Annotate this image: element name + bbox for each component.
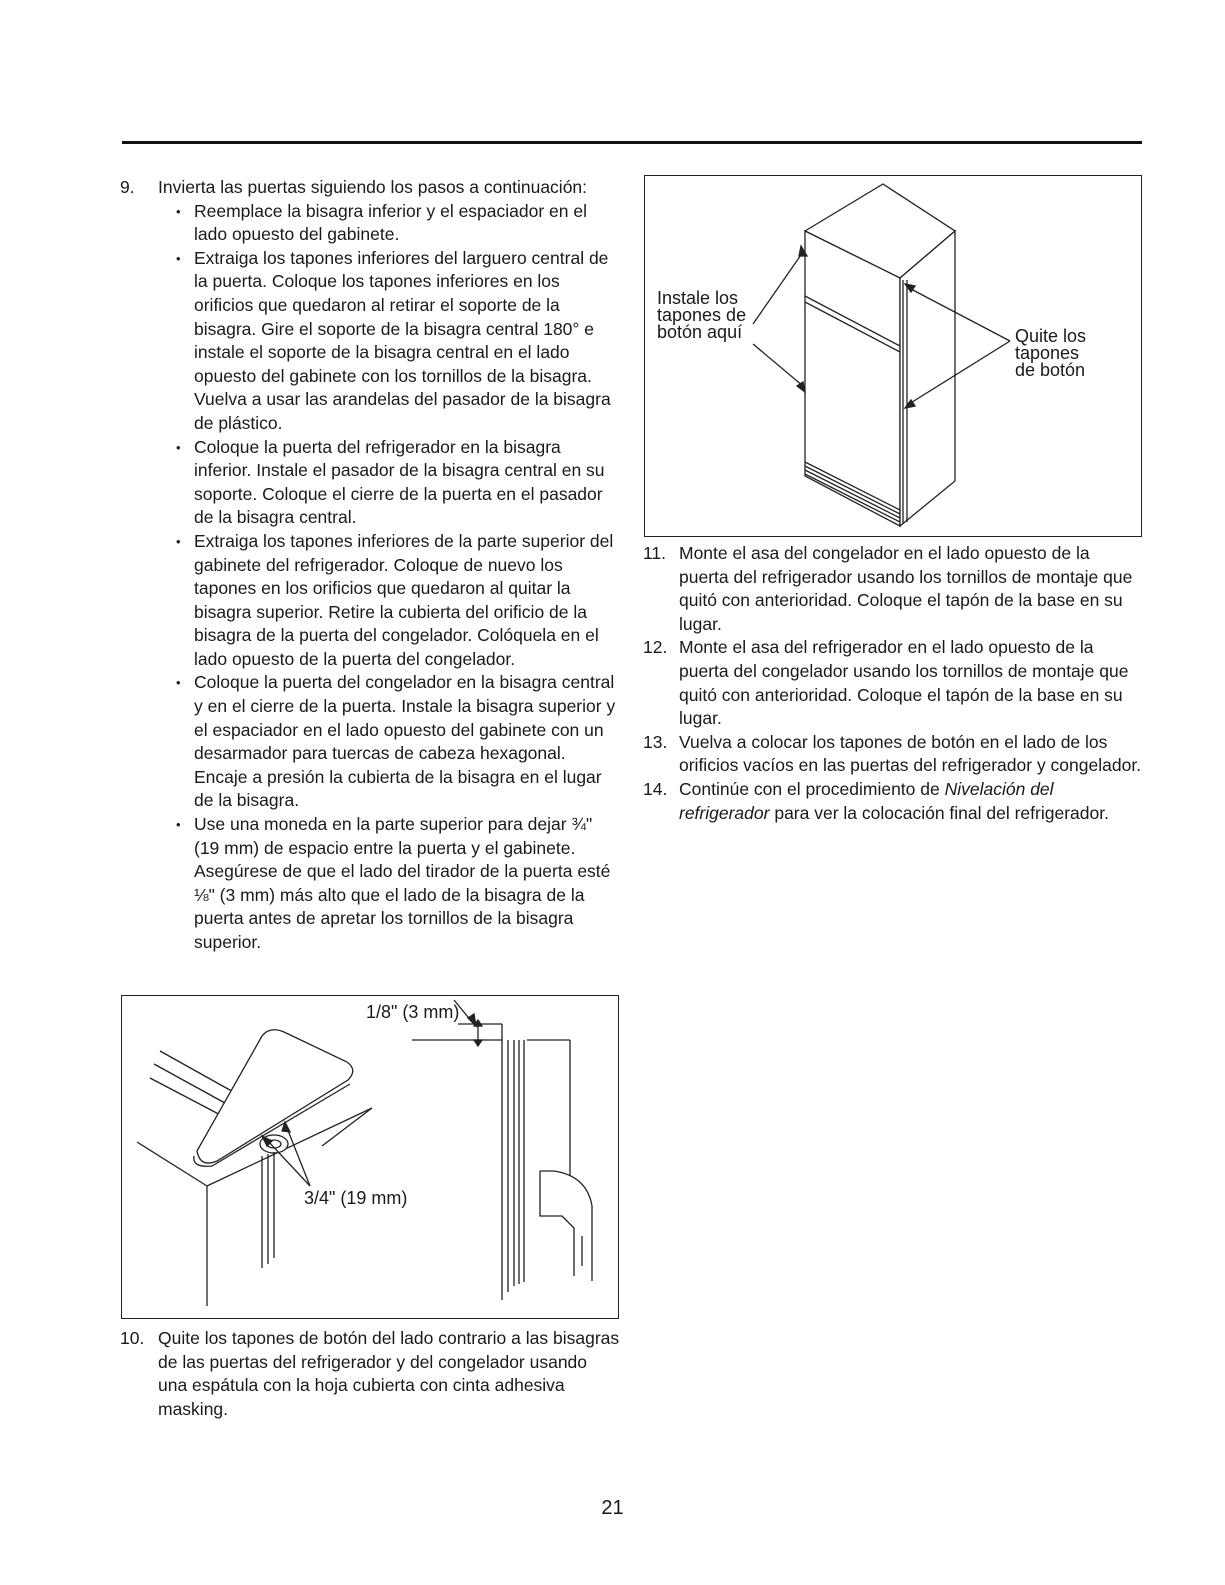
step-9-intro: Invierta las puertas siguiendo los pasos a continuación: <box>158 177 588 197</box>
step-9-bullets <box>158 200 620 955</box>
dimension-label-top: 1/8" (3 mm) <box>366 1002 460 1022</box>
step-14 <box>643 778 1143 825</box>
step-10-text: Quite los tapones de botón del lado contrario a las bisagras de las puertas del refrigerador y del congelador usando una espátula con la hoja cubierta con cinta adhesiva masking. <box>158 1328 620 1419</box>
right-column <box>643 542 1143 825</box>
bullet-item: • Reemplace la bisagra inferior y el espaciador en el lado opuesto del gabinete. <box>176 200 620 247</box>
step-number: 10. <box>120 1328 145 1348</box>
step-10-block <box>120 1327 620 1421</box>
step-number: 11. <box>643 543 667 563</box>
page-number: 21 <box>601 1497 624 1519</box>
step-number: 9. <box>120 177 135 197</box>
hinge-gap-figure <box>121 995 619 1319</box>
remove-plugs-label: Quite los tapones de botón <box>1015 326 1087 380</box>
dimension-label-bottom: 3/4" (19 mm) <box>304 1188 408 1208</box>
hinge-gap-drawing <box>122 996 618 1318</box>
button-plug-figure <box>644 175 1142 537</box>
step-13 <box>643 731 1143 778</box>
step-12-text: Monte el asa del refrigerador en el lado opuesto de la puerta del congelador usando los tornillos de montaje que quitó con anterioridad. Coloque el tapón de la base en su lugar. <box>679 637 1129 729</box>
step-13-text: Vuelva a colocar los tapones de botón en el lado de los orificios vacíos en las puertas del refrigerador y congelador. <box>679 731 1142 776</box>
bullet-item: • Extraiga los tapones inferiores del larguero central de la puerta. Coloque los tapones inferiores en los orificios que quedaron al retirar el soporte de la bisagra. Gire el soporte de la bisagra central 180° e instale el soporte de la bisagra central en el lado opuesto del gabinete con los tornillos de la bisagra. Vuelva a usar las arandelas del pasador de la bisagra de plástico. <box>176 247 620 436</box>
header-rule <box>122 141 1142 144</box>
step-number: 13. <box>643 731 668 752</box>
install-plugs-label: Instale los tapones de botón aquí <box>657 288 747 342</box>
leveling-reference: Nivelación del refrigerador <box>679 778 1054 823</box>
left-column <box>120 176 620 955</box>
step-9 <box>120 176 620 955</box>
step-11-text: Monte el asa del congelador en el lado opuesto de la puerta del refrigerador usando los tornillos de montaje que quitó con anterioridad. Coloque el tapón de la base en su lugar. <box>679 543 1133 634</box>
bullet-item: • Extraiga los tapones inferiores de la parte superior del gabinete del refrigerador. Coloque de nuevo los tapones en los orificios que quedaron al quitar la bisagra superior. Retire la cubierta del orificio de la bisagra de la puerta del congelador. Colóquela en el lado opuesto de la puerta del congelador. <box>176 530 620 672</box>
step-11 <box>643 542 1143 636</box>
bullet-item: • Coloque la puerta del refrigerador en la bisagra inferior. Instale el pasador de la bisagra central en su soporte. Coloque el cierre de la puerta en el pasador de la bisagra central. <box>176 436 620 530</box>
step-14-text: Continúe con el procedimiento de Nivelación del refrigerador para ver la colocación final del refrigerador. <box>679 778 1109 823</box>
step-number: 12. <box>643 637 668 658</box>
bullet-item: • Use una moneda en la parte superior para dejar ¾" (19 mm) de espacio entre la puerta y el gabinete. Asegúrese de que el lado del tirador de la puerta esté ⅛" (3 mm) más alto que el lado de la bisagra de la puerta antes de apretar los tornillos de la bisagra superior. <box>176 813 620 955</box>
bullet-item: • Coloque la puerta del congelador en la bisagra central y en el cierre de la puerta. Instale la bisagra superior y el espaciador en el lado opuesto del gabinete con un desarmador para tuercas de cabeza hexagonal. Encaje a presión la cubierta de la bisagra en el lugar de la bisagra. <box>176 671 620 813</box>
step-10 <box>120 1327 620 1421</box>
step-12 <box>643 636 1143 730</box>
step-number: 14. <box>643 778 668 799</box>
